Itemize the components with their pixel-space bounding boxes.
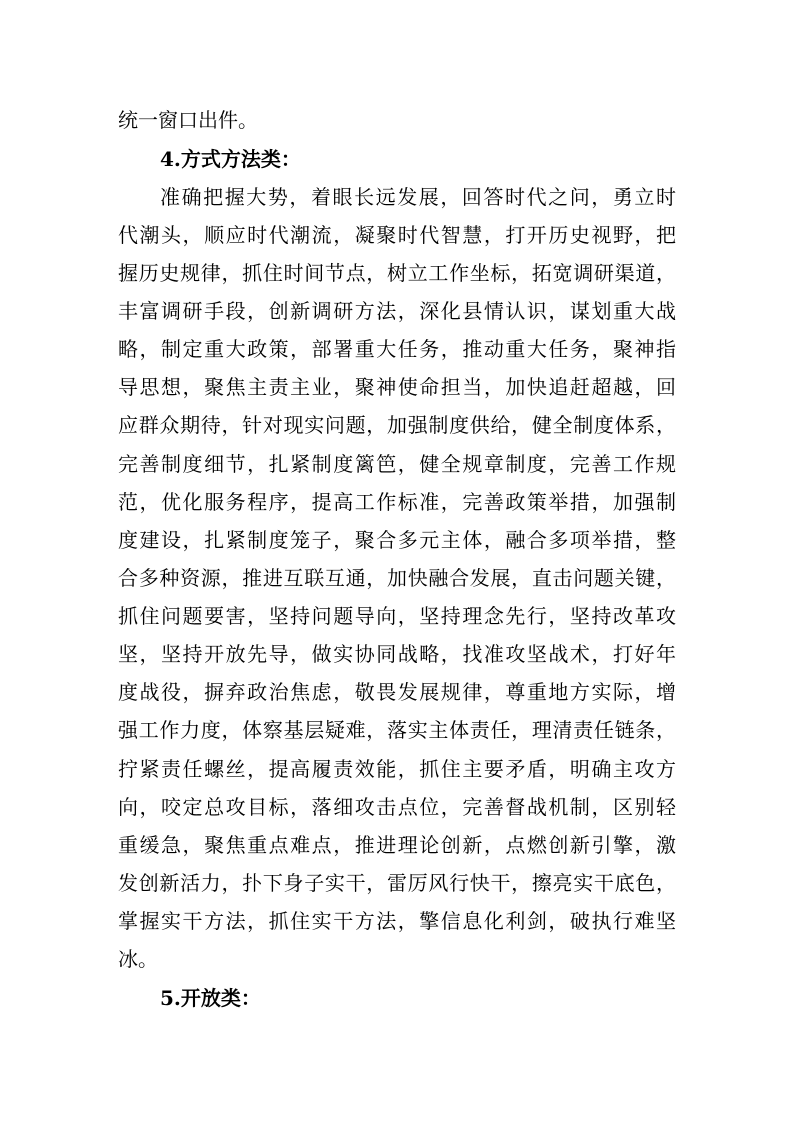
text-line: 坚，坚持开放先导，做实协同战略，找准攻坚战术，打好年 [118, 642, 676, 666]
text-line: 冰。 [118, 947, 158, 971]
text-line: 度建设，扎紧制度笼子，聚合多元主体，融合多项举措，整 [118, 528, 676, 552]
text-line: 应群众期待，针对现实问题，加强制度供给，健全制度体系， [118, 413, 676, 437]
text-line: 发创新活力，扑下身子实干，雷厉风行快干，擦亮实干底色， [118, 871, 676, 895]
text-line: 抓住问题要害，坚持问题导向，坚持理念先行，坚持改革攻 [118, 604, 676, 628]
text-line: 握历史规律，抓住时间节点，树立工作坐标，拓宽调研渠道， [118, 261, 676, 285]
text-line: 代潮头，顺应时代潮流，凝聚时代智慧，打开历史视野，把 [118, 223, 676, 247]
section-heading: 5.开放类： [160, 986, 261, 1010]
text-line: 准确把握大势，着眼长远发展，回答时代之问，勇立时 [160, 185, 676, 209]
text-line: 向，咬定总攻目标，落细攻击点位，完善督战机制，区别轻 [118, 795, 676, 819]
text-line: 统一窗口出件。 [118, 108, 258, 132]
text-line: 导思想，聚焦主责主业，聚神使命担当，加快追赶超越，回 [118, 375, 676, 399]
text-line: 度战役，摒弃政治焦虑，敬畏发展规律，尊重地方实际，增 [118, 680, 676, 704]
text-line: 略，制定重大政策，部署重大任务，推动重大任务，聚神指 [118, 337, 676, 361]
text-line: 完善制度细节，扎紧制度篱笆，健全规章制度，完善工作规 [118, 452, 676, 476]
text-line: 合多种资源，推进互联互通，加快融合发展，直击问题关键， [118, 566, 676, 590]
text-line: 重缓急，聚焦重点难点，推进理论创新，点燃创新引擎，激 [118, 833, 676, 857]
text-line: 掌握实干方法，抓住实干方法，擎信息化利剑，破执行难坚 [118, 909, 676, 933]
text-line: 强工作力度，体察基层疑难，落实主体责任，理清责任链条， [118, 718, 676, 742]
text-line: 范，优化服务程序，提高工作标准，完善政策举措，加强制 [118, 490, 676, 514]
text-line: 拧紧责任螺丝，提高履责效能，抓住主要矛盾，明确主攻方 [118, 757, 676, 781]
section-heading: 4.方式方法类： [160, 147, 301, 171]
text-line: 丰富调研手段，创新调研方法，深化县情认识，谋划重大战 [118, 299, 676, 323]
